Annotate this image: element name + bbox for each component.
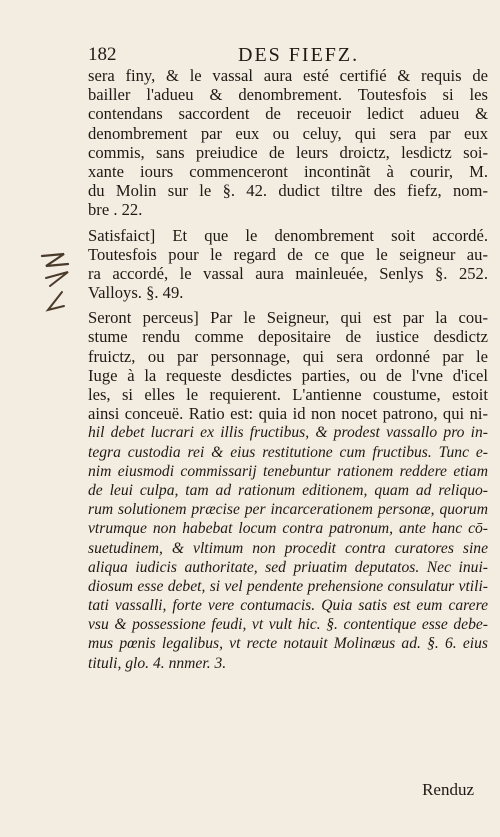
latin-text-line: hil debet lucrari ex illis fructibus, & prodest vassallo pro in- [88, 424, 488, 442]
text-line: bre . 22. [88, 200, 143, 220]
text-line: sera finy, & le vassal aura esté certifié & requis de [88, 66, 488, 85]
page-number: 182 [88, 44, 117, 65]
text-line: Iuge à la requeste desdictes parties, ou de l'vne d'icel [88, 365, 488, 385]
latin-text-line: vtrumque non habebat locum contra patronum, ante hanc cō- [88, 520, 488, 538]
text-line: du Molin sur le §. 42. dudict tiltre des fiefz, nom- [88, 181, 488, 201]
latin-text-line: tati vassalli, forte vere contumacis. Quia satis est eum carere [88, 597, 488, 615]
latin-text-line: diosum esse debet, si vel pendente prehensione consulatur vtili- [88, 577, 488, 595]
text-line: commis, sans preiudice de leurs droictz, lesdictz soi- [88, 142, 488, 162]
text-line: fruictz, ou par personnage, qui sera ordonné par le [88, 346, 488, 366]
latin-text-line: rum solutionem præcise per incarcerationem personæ, quorum [88, 501, 488, 519]
text-line: ra accordé, le vassal aura mainleuée, Senlys §. 252. [88, 263, 488, 283]
latin-text-line: mus pœnis legalibus, vt recte notauit Molinæus ad. §. 6. eius [88, 635, 488, 653]
latin-text-line: de leui culpa, tam ad rationum editionem, quam ad reliquo- [88, 481, 488, 499]
text-line: bailler l'adueu & denombrement. Toutesfois si les [88, 85, 488, 105]
text-line: stume rendu comme depositaire de iustice desdictz [88, 327, 488, 347]
running-title: DES FIEFZ. [238, 44, 360, 66]
text-line: Toutesfois pour le regard de ce que le seigneur au- [88, 244, 488, 264]
latin-text-line: aliqua iudicis authoritate, sed priuatim deputatos. Nec inui- [88, 558, 488, 576]
latin-text-line: suetudinem, & vltimum non procedit contra curatores sine [88, 539, 488, 557]
text-line: ainsi conceuë. Ratio est: quia id non nocet patrono, qui ni- [88, 404, 488, 424]
margin-annotation-mark [38, 246, 84, 326]
latin-text-line: vsu & possessione feudi, vt vult hic. §. contentique esse debe- [88, 616, 488, 634]
latin-text-line: tituli, glo. 4. nnmer. 3. [88, 654, 227, 672]
text-line: xante iours commenceront incontinãt à courir, M. [88, 161, 488, 181]
latin-text-line: tegra custodia rei & eius restitutione cum fructibus. Tunc e- [88, 443, 488, 461]
text-line: les, si elles le requierent. L'antienne coustume, estoit [88, 385, 488, 404]
text-line: denombrement par eux ou celuy, qui sera par eux [88, 123, 488, 143]
catchword: Renduz [422, 780, 474, 799]
text-line: Valloys. §. 49. [88, 283, 184, 303]
latin-text-line: nim eiusmodi commissarij tenebuntur rationem reddere etiam [88, 462, 488, 480]
text-line: contendans saccordent de receuoir ledict adueu & [88, 104, 488, 124]
body-text [88, 66, 488, 673]
text-line: Seront perceus] Par le Seigneur, qui est par la cou- [88, 308, 488, 328]
text-line: Satisfaict] Et que le denombrement soit accordé. [88, 225, 488, 245]
